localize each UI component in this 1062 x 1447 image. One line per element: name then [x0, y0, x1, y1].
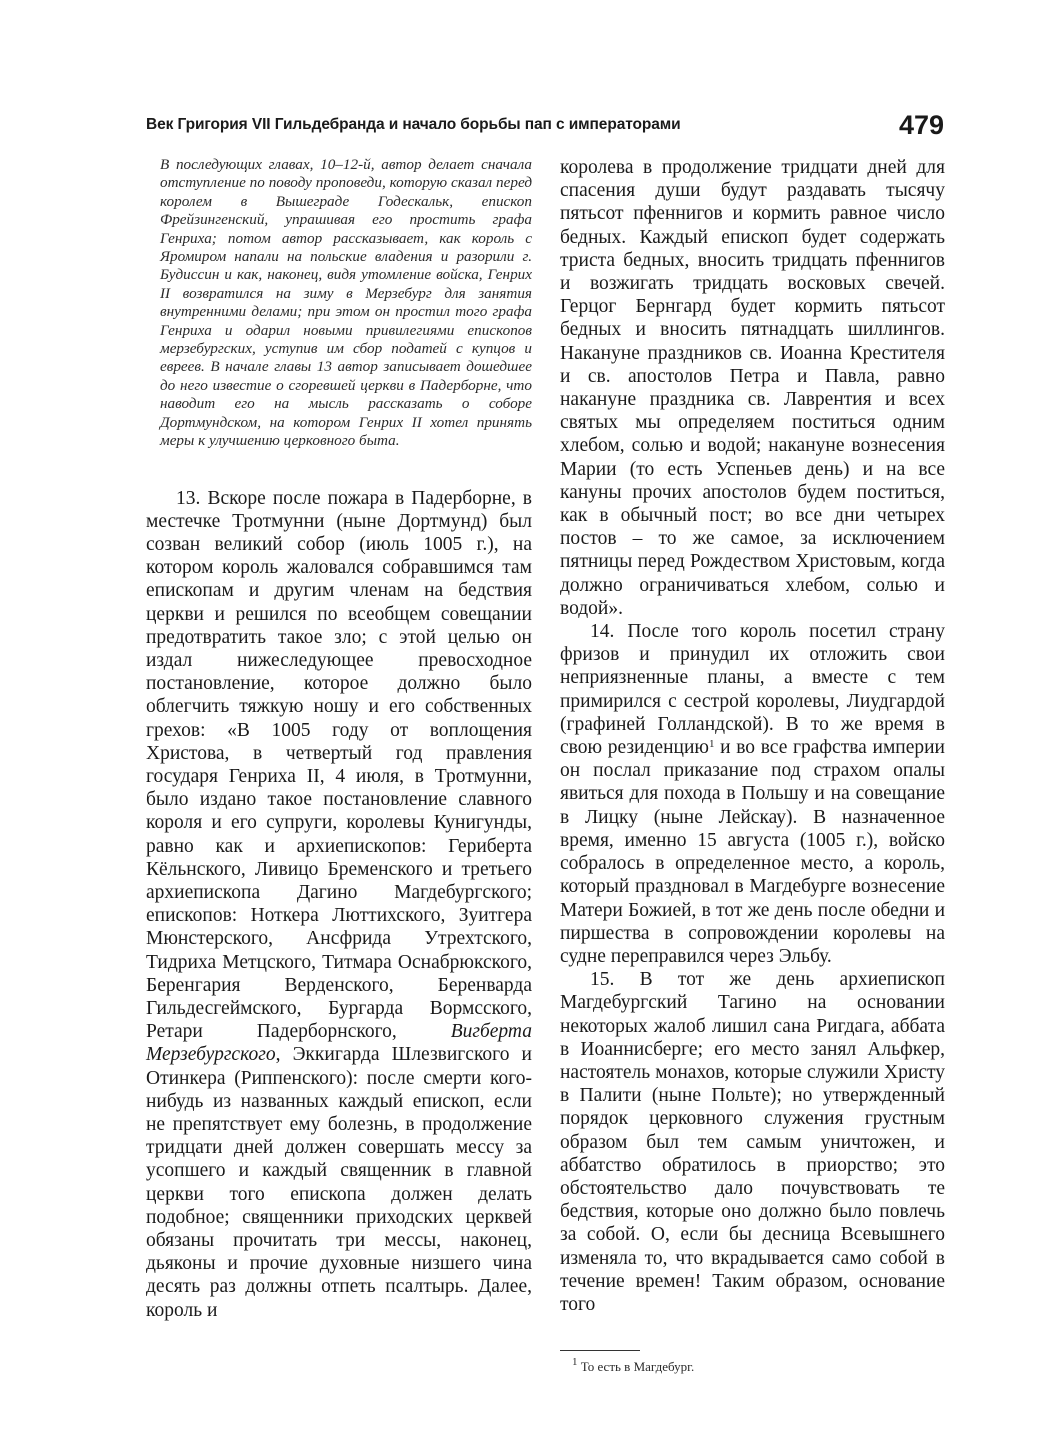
footnote-divider [560, 1350, 640, 1351]
paragraph-13-italic: Вигберта Мерзебургского [146, 1021, 532, 1066]
footnote-reference: 1 [708, 738, 715, 751]
footnote-text: То есть в Магдебург. [577, 1359, 695, 1375]
paragraph-13-text-a: 13. Вскоре после пожара в Падерборне, в местечке Тротмунни (ныне Дортмунд) был созван великий собор (июль 1005 г.), на котором король жаловался собравшимся там епископам и другим членам на бедствия церкви и решился по всеобщем совещании предотвратить такое зло; с этой целью он издал нижеследующее превосходное постановление, которое должно было облегчить тяжкую ношу и его собственных грехов: «В 1005 году от воплощения Христова, в четвертый год правления государя Генриха II, 4 июля, в Тротмунни, было издано такое постановление славного короля и его супруги, королевы Кунигунды, равно как и архиепископов: Гериберта Кёльнского, Ливицо Бременского и третьего архиепископа Дагино Магдебургского; епископов: Ноткера Люттихского, Зуитгера Мюнстерского, Ансфрида Утрехтского, Тидриха Метцского, Титмара Оснабрюкского, Беренгария Верденского, Беренварда Гильдесгеймского, Бургарда Вормсского, Ретари Падерборнского, [146, 487, 532, 1043]
paragraph-13-text-b: , Эккигарда Шлезвигского и Отинкера (Риппенского): после смерти кого-нибудь из названных каждый епископ, если не препятствует ему болезнь, в продолжение тридцати дней должен совершать мессу за усопшего и каждый священник в главной церкви того епископа должен делать подобное; священники приходских церквей обязаны прочитать три мессы, наконец, дьяконы и прочие духовные низшего чина десять раз должны отпеть псалтырь. Далее, король и [146, 1044, 532, 1321]
running-head: Век Григория VII Гильдебранда и начало борьбы пап с императорами [146, 116, 681, 133]
left-column [146, 156, 532, 1322]
page-number: 479 [898, 110, 944, 140]
footnote [572, 1356, 945, 1375]
chapter-summary: В последующих главах, 10–12-й, автор делает сначала отступление по поводу проповеди, которую сказал перед королем в Вышеграде Годескальк, епископ Фрейзингенский, упрашивая его простить графа Генриха; потом автор рассказывает, как король с Яромиром напали на польские владения и разорили г. Будиссин и как, наконец, видя утомление войска, Генрих II возвратился на зиму в Мерзебург для занятия внутренними делами; при этом он простил того графа Генриха и одарил новыми привилегиями епископов мерзебургских, уступив им сбор податей с купцов и евреев. В начале главы 13 автор записывает дошедшее до него известие о сгоревшей церкви в Падерборне, что наводит его на мысль рассказать о соборе Дортмундском, на котором Генрих II хотел принять меры к улучшению церковного быта. [160, 156, 532, 450]
paragraph-14 [560, 620, 945, 968]
paragraph-13-continued: королева в продолжение тридцати дней для спасения души будут раздавать тысячу пятьсот пфеннигов и кормить равное число бедных. Каждый епископ будет содержать триста бедных, вносить тридцать пфеннигов и возжигать тридцать восковых свечей. Герцог Бернгард будет кормить пятьсот бедных и вносить пятнадцать шиллингов. Накануне праздников св. Иоанна Крестителя и св. апостолов Петра и Павла, равно накануне праздника св. Лаврентия и всех святых мы определяем поститься одним хлебом, солью и водой; накануне вознесения Марии (то есть Успеньев день) и на все кануны прочих апостолов будем поститься, как в обычный пост; во все дни четырех постов – то же самое, за исключением пятницы перед Рождеством Христовым, когда должно ограничиваться хлебом, солью и водой». [560, 157, 945, 619]
footnote-mark: 1 [572, 1356, 578, 1369]
right-column [560, 156, 945, 1375]
paragraph-13 [146, 487, 532, 1322]
paragraph-14-text-a: 14. После того король посетил страну фризов и принудил их отложить свои неприязненные планы, а вместе с тем примирился с сестрой королевы, Лиудгардой (графиней Голландской). В то же время в свою резиденцию [560, 621, 945, 759]
paragraph-14-text-b: и во все графства империи он послал приказание под страхом опалы явиться для похода в Польшу и на совещание в Лицку (ныне Лейскау). В назначенное время, именно 15 августа (1005 г.), войско собралось в определенное место, а король, который праздновал в Магдебурге вознесение Матери Божией, в тот же день после обедни и пиршества в сопровождении королевы на судне переправился через Эльбу. [560, 737, 945, 967]
paragraph-15: 15. В тот же день архиепископ Магдебургский Тагино на основании некоторых жалоб лишил сана Ригдага, аббата в Иоаннисберге; его место занял Альфкер, настоятель монахов, которые служили Христу в Палити (ныне Польте); но утвержденный порядок церковного служения грустным образом был тем самым уничтожен, и аббатство обратилось в приорство; это обстоятельство дало почувствовать те бедствия, которые оно должно было повлечь за собой. О, если бы десница Всевышнего изменяла то, что вкрадывается само собой в течение времен! Таким образом, основание того [560, 969, 945, 1315]
